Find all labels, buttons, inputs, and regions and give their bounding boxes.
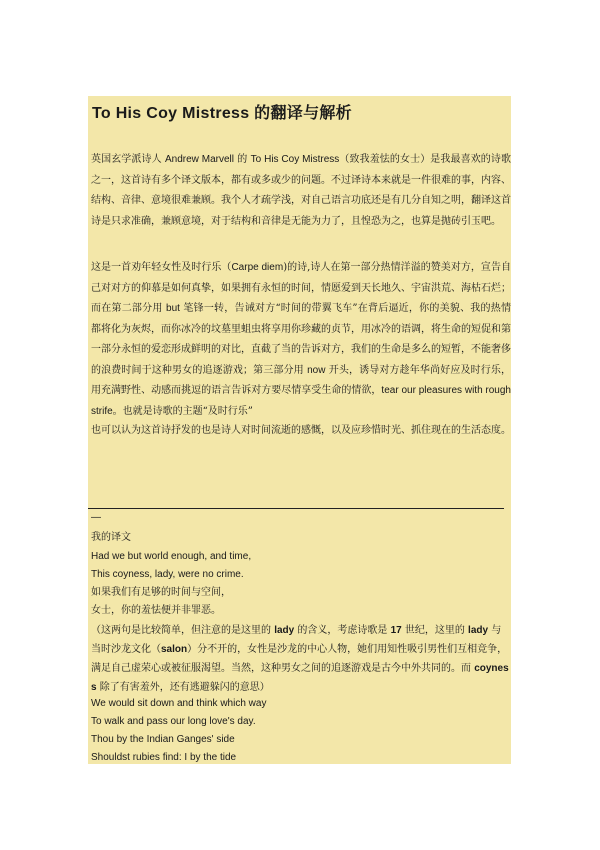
note-text: 除了有害羞外，还有逃避躲闪的意思） — [96, 682, 270, 693]
keyword-now: now — [307, 364, 326, 376]
poem-line-en: Had we but world enough, and time, — [91, 551, 252, 562]
intro-paragraph — [91, 150, 511, 232]
intro-text: 英国玄学派诗人 — [91, 154, 165, 165]
document-title: To His Coy Mistress 的翻译与解析 — [92, 105, 352, 122]
translation-note — [91, 621, 511, 697]
poem-line-zh: 女士，你的羞怯便并非罪恶。 — [91, 605, 221, 616]
poet-name: Andrew Marvell — [164, 154, 234, 165]
translation-header: 我的译文 — [91, 532, 131, 543]
poem-line-en: We would sit down and think which way — [91, 698, 267, 709]
note-century: 17 — [390, 625, 402, 636]
note-term-coyness: coyness — [91, 663, 509, 693]
separator-tail: — — [91, 512, 101, 523]
reflection-paragraph: 也可以认为这首诗抒发的也是诗人对时间流逝的感慨，以及应珍惜时光、抓住现在的生活态度。 — [91, 425, 511, 436]
poem-line-en: This coyness, lady, were no crime. — [91, 569, 244, 580]
analysis-text: 这是一首劝年轻女性及时行乐（ — [91, 262, 232, 273]
analysis-text: )的诗,诗人在第一部分热情洋溢的赞美对方，宣告自己对对方的仰慕是如何真挚，如果拥有永恒的时间，情愿爱到天长地久、宇宙洪荒、海枯石烂；而在第二部分用 — [91, 262, 511, 314]
poem-line-zh: 如果我们有足够的时间与空间， — [91, 587, 231, 598]
note-text: （这两句是比较简单，但注意的是这里的 — [91, 625, 275, 636]
poem-title: To His Coy Mistress — [250, 154, 340, 165]
analysis-paragraph — [91, 258, 511, 422]
note-term-lady: lady — [468, 625, 489, 636]
carpe-diem-term: Carpe diem — [231, 262, 284, 273]
analysis-text: 笔锋一转，告诫对方“时间的带翼飞车”在背后逼近，你的美貌、我的热情都将化为灰烬，而你冰冷的坟墓里蛆虫将享用你珍藏的贞节，用冰冷的语调，将生命的短促和第一部分永恒的爱恋形成鲜明的对比，直截了当的告诉对方，我们的生命是多么的短暂，不能奢侈的浪费时间于这种男女的追逐游戏；第三部分用 — [91, 303, 512, 376]
poem-line-en: Shouldst rubies find: I by the tide — [91, 752, 237, 763]
quoted-line: tear our pleasures with rough strife — [91, 385, 511, 417]
poem-line-en: Thou by the Indian Ganges' side — [91, 734, 235, 745]
intro-text: （致我羞怯的女士）是我最喜欢的诗歌之一，这首诗有多个译文版本，都有或多或少的问题。不过译诗本来就是一件很难的事，内容、结构、音律、意境很难兼顾。我个人才疏学浅，对自己语言功底还是有几分自知之明，翻译这首诗是只求准确，兼顾意境，对于结构和音律是无能为力了，且惶恐为之，也算是抛砖引玉吧。 — [91, 154, 511, 227]
analysis-text: 开头，诱导对方趁年华尚好应及时行乐，用充满野性、动感而挑逗的语言告诉对方要尽情享受生命的情欲， — [91, 364, 511, 396]
poem-line-en: To walk and pass our long love's day. — [91, 716, 256, 727]
note-text: 世纪，这里的 — [401, 625, 469, 636]
analysis-text: 。也就是诗歌的主题“及时行乐” — [112, 405, 253, 417]
note-text: 与当时沙龙文化（ — [91, 625, 502, 655]
note-term-lady: lady — [274, 625, 295, 636]
note-term-salon: salon — [161, 644, 188, 655]
keyword-but: but — [166, 303, 180, 314]
separator-rule — [88, 508, 504, 509]
note-text: 的含义，考虑诗歌是 — [294, 625, 391, 636]
intro-text: 的 — [234, 154, 251, 165]
note-text: ）分不开的，女性是沙龙的中心人物，她们用知性吸引男性们互相竞争，满足自己虚荣心或被征服渴望。当然，这种男女之间的追逐游戏是古今中外共同的。而 — [91, 644, 508, 674]
